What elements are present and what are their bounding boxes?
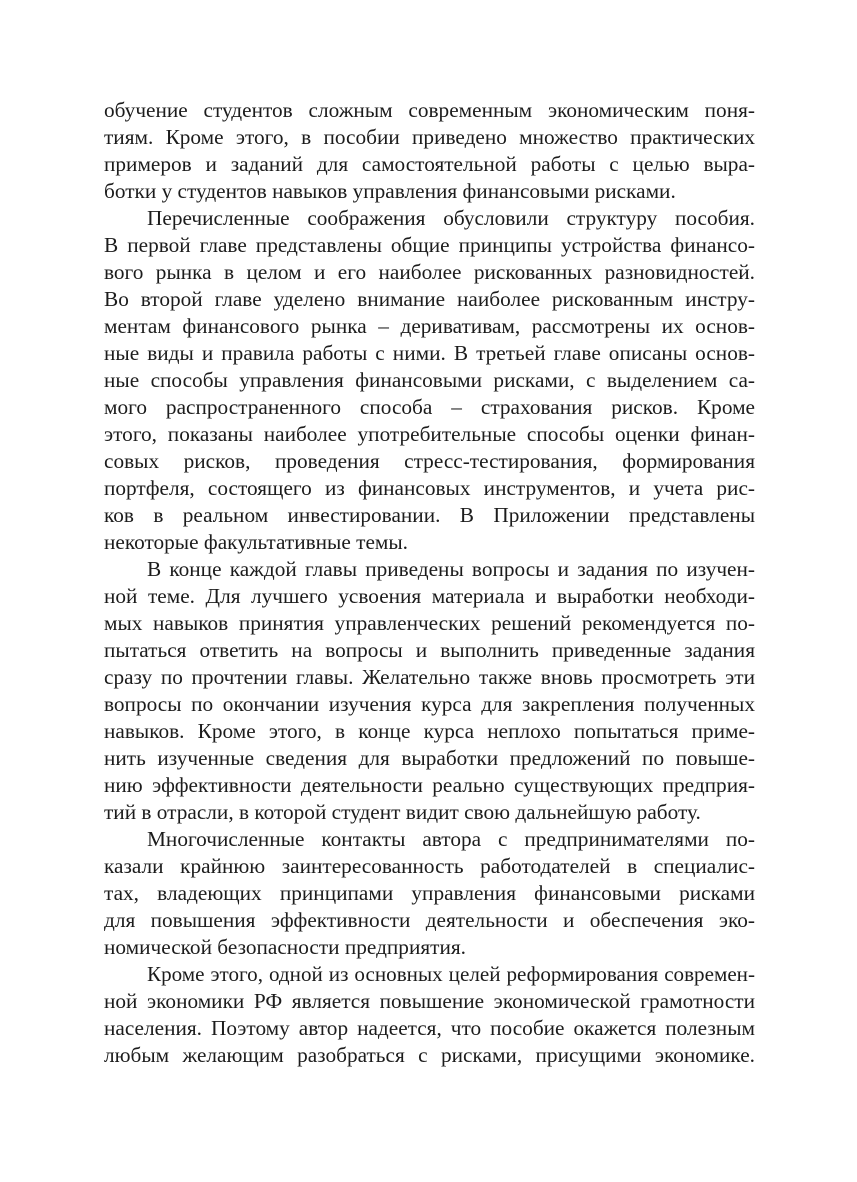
text-line: ментам финансового рынка – деривативам, рассмотрены их основ-: [104, 314, 755, 338]
text-line: Перечисленные соображения обусловили структуру пособия.: [147, 206, 755, 230]
text-line: Во второй главе уделено внимание наиболее рискованным инстру-: [104, 287, 755, 311]
text-line: ные способы управления финансовыми рисками, с выделением са-: [104, 368, 755, 392]
text-line: пытаться ответить на вопросы и выполнить приведенные задания: [104, 638, 755, 662]
text-line: тий в отрасли, в которой студент видит свою дальнейшую работу.: [104, 800, 701, 824]
text-line: обучение студентов сложным современным экономическим поня-: [104, 98, 755, 122]
paragraph: [104, 97, 755, 205]
text-line: этого, показаны наиболее употребительные способы оценки финан-: [104, 422, 755, 446]
text-line: ной экономики РФ является повышение экономической грамотности: [104, 989, 755, 1013]
text-line: мых навыков принятия управленческих решений рекомендуется по-: [104, 611, 755, 635]
text-line: ков в реальном инвестировании. В Приложении представлены: [104, 503, 755, 527]
text-line: навыков. Кроме этого, в конце курса неплохо попытаться приме-: [104, 719, 755, 743]
text-line: примеров и заданий для самостоятельной работы с целью выра-: [104, 152, 755, 176]
text-line: вопросы по окончании изучения курса для закрепления полученных: [104, 692, 755, 716]
text-line: В первой главе представлены общие принципы устройства финансо-: [104, 233, 755, 257]
text-line: тах, владеющих принципами управления финансовыми рисками: [104, 881, 755, 905]
text-line: для повышения эффективности деятельности и обеспечения эко-: [104, 908, 755, 932]
text-line: любым желающим разобраться с рисками, присущими экономике.: [104, 1043, 755, 1067]
text-line: нию эффективности деятельности реально существующих предприя-: [104, 773, 755, 797]
text-line: тиям. Кроме этого, в пособии приведено множество практических: [104, 125, 755, 149]
paragraph: [104, 961, 755, 1069]
text-line: ботки у студентов навыков управления финансовыми рисками.: [104, 179, 676, 203]
paragraph: [104, 205, 755, 556]
document-page: [104, 97, 755, 1069]
paragraph: [104, 556, 755, 826]
text-line: населения. Поэтому автор надеется, что пособие окажется полезным: [104, 1016, 755, 1040]
text-line: нить изученные сведения для выработки предложений по повыше-: [104, 746, 755, 770]
text-line: В конце каждой главы приведены вопросы и задания по изучен-: [147, 557, 755, 581]
text-line: вого рынка в целом и его наиболее рискованных разновидностей.: [104, 260, 755, 284]
text-line: Многочисленные контакты автора с предпринимателями по-: [147, 827, 755, 851]
text-line: ной теме. Для лучшего усвоения материала и выработки необходи-: [104, 584, 755, 608]
text-line: сразу по прочтении главы. Желательно также вновь просмотреть эти: [104, 665, 755, 689]
text-line: ные виды и правила работы с ними. В третьей главе описаны основ-: [104, 341, 755, 365]
paragraph: [104, 826, 755, 961]
text-line: казали крайнюю заинтересованность работодателей в специалис-: [104, 854, 755, 878]
text-line: номической безопасности предприятия.: [104, 935, 466, 959]
text-line: совых рисков, проведения стресс-тестирования, формирования: [104, 449, 755, 473]
text-line: Кроме этого, одной из основных целей реформирования современ-: [147, 962, 755, 986]
text-line: мого распространенного способа – страхования рисков. Кроме: [104, 395, 755, 419]
text-line: портфеля, состоящего из финансовых инструментов, и учета рис-: [104, 476, 755, 500]
text-line: некоторые факультативные темы.: [104, 530, 409, 554]
